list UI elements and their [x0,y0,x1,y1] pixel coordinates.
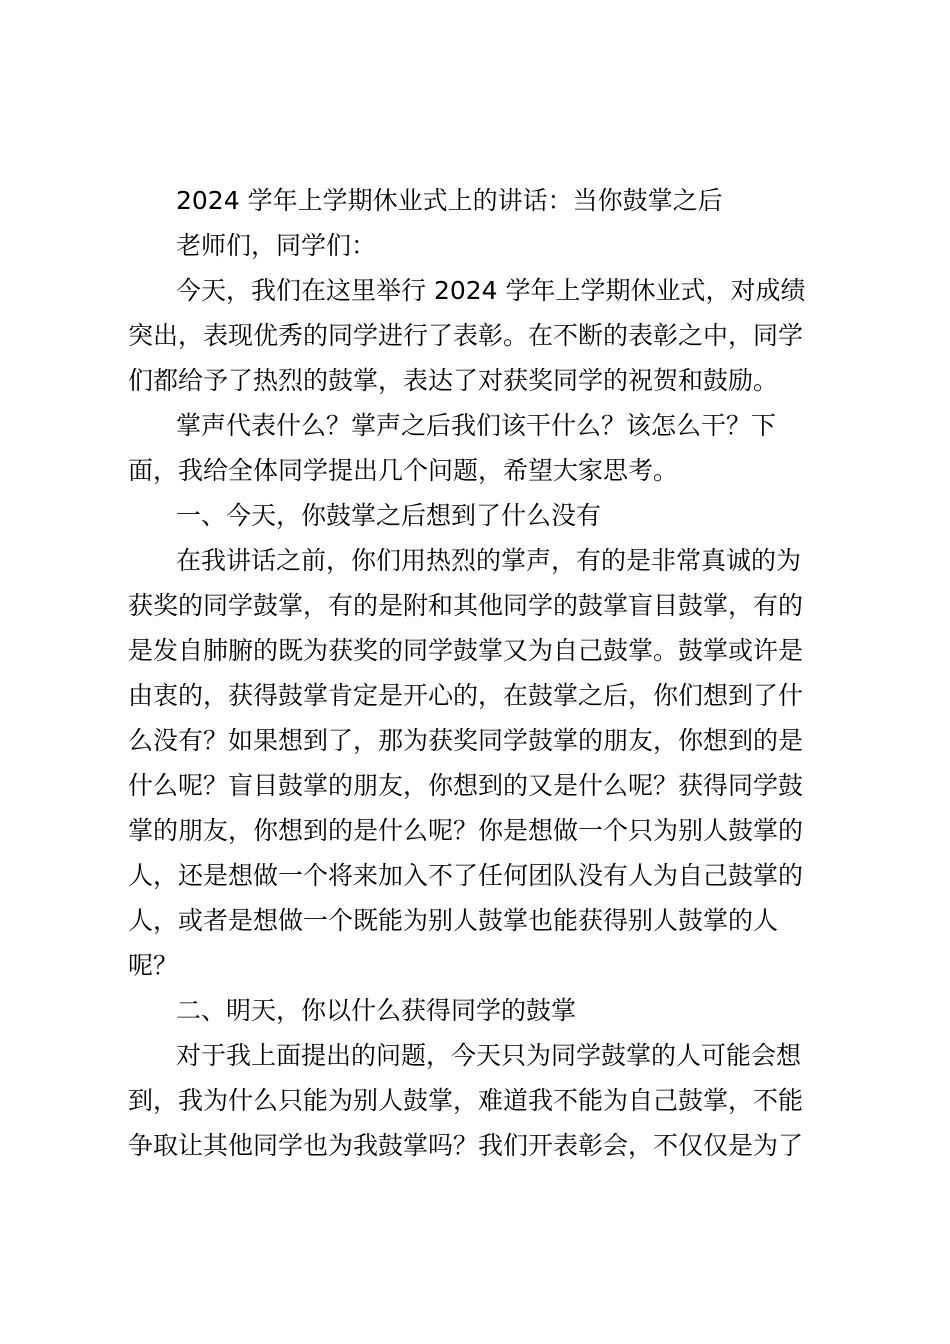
paragraph-line: 掌的朋友，你想到的是什么呢？你是想做一个只为别人鼓掌的 [128,816,804,845]
paragraph-line: 什么呢？盲目鼓掌的朋友，你想到的又是什么呢？获得同学鼓 [128,771,804,800]
paragraph-line: 面，我给全体同学提出几个问题，希望大家思考。 [128,456,679,485]
paragraph-line: 对于我上面提出的问题，今天只为同学鼓掌的人可能会想 [176,1041,802,1070]
section-heading: 二、明天，你以什么获得同学的鼓掌 [176,996,577,1025]
paragraph-line: 人，还是想做一个将来加入不了任何团队没有人为自己鼓掌的 [128,861,804,890]
paragraph-line: 呢？ [128,951,179,980]
paragraph-line: 争取让其他同学也为我鼓掌吗？我们开表彰会，不仅仅是为了 [128,1131,804,1160]
paragraph-line: 么没有？如果想到了，那为获奖同学鼓掌的朋友，你想到的是 [128,726,804,755]
paragraph-line: 们都给予了热烈的鼓掌，表达了对获奖同学的祝贺和鼓励。 [128,366,779,395]
paragraph-line: 突出，表现优秀的同学进行了表彰。在不断的表彰之中，同学 [128,321,804,350]
paragraph-line: 是发自肺腑的既为获奖的同学鼓掌又为自己鼓掌。鼓掌或许是 [128,636,804,665]
paragraph-line: 到，我为什么只能为别人鼓掌，难道我不能为自己鼓掌，不能 [128,1086,804,1115]
salutation: 老师们，同学们： [176,231,377,260]
paragraph-line: 获奖的同学鼓掌，有的是附和其他同学的鼓掌盲目鼓掌，有的 [128,591,804,620]
paragraph-line: 在我讲话之前，你们用热烈的掌声，有的是非常真诚的为 [176,546,802,575]
paragraph-line: 掌声代表什么？掌声之后我们该干什么？该怎么干？下 [176,411,777,440]
document-title: 2024 学年上学期休业式上的讲话：当你鼓掌之后 [176,186,723,215]
document-body [128,178,822,1168]
paragraph-line: 由衷的，获得鼓掌肯定是开心的，在鼓掌之后，你们想到了什 [128,681,804,710]
paragraph-line: 人，或者是想做一个既能为别人鼓掌也能获得别人鼓掌的人 [128,906,779,935]
section-heading: 一、今天，你鼓掌之后想到了什么没有 [176,501,602,530]
paragraph-line: 今天，我们在这里举行 2024 学年上学期休业式，对成绩 [176,276,806,305]
